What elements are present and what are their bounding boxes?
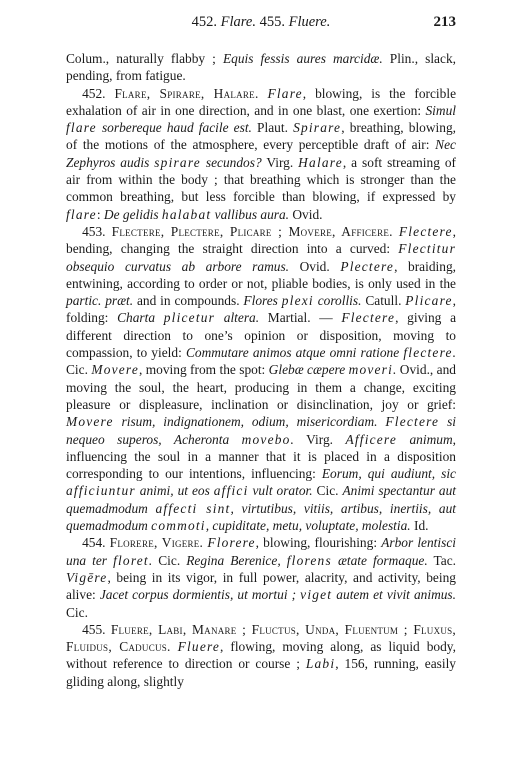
spaced-run: Spirare [293,120,342,136]
small-caps-run: Flectere, Plectere, Plicare ; Movere, Afficere. [111,223,393,239]
italic-run: . [148,552,153,568]
running-title [192,14,331,30]
italic-run: si nequeo superos, Acheronta [66,414,457,447]
italic-run: partic. præt. [66,293,134,309]
page-body [66,50,456,690]
italic-run: Jacet corpus dormientis, ut mortui ; [99,587,301,603]
text-run: Cic. [66,362,92,378]
running-title-part: Fluere. [288,14,331,30]
spaced-run: Plicare [405,293,453,309]
paragraph [66,621,456,690]
italic-run: sorbereque haud facile est. [96,120,252,136]
spaced-run: plexi [281,293,314,309]
italic-run: vult orator. [248,483,313,499]
italic-run: Regina Berenice, [186,552,287,568]
text-run [171,639,178,654]
text-run: Cic. [66,604,88,620]
spaced-run: floret [113,552,149,568]
spaced-run: Afficere [345,431,398,447]
running-title-part: Flare. [220,14,256,30]
italic-run: vallibus aura. [211,206,290,222]
small-caps-run: Fluere, Labi, Manare ; Fluctus, Unda, Fluentum ; Fluxus, Fluidus, Caducus. [66,621,456,655]
italic-run: altera. [215,310,260,326]
spaced-run: viget [300,587,333,603]
text-run: , braiding, entwining, according to order or not, pliable bodies, is only used in the [66,258,456,291]
text-run: and in compounds. [133,293,244,309]
text-run: , bending, changing the straight direction into a curved: [66,223,456,257]
spaced-run: moveri [348,362,394,378]
italic-run: Nec Zephyros audis [66,137,456,170]
spaced-run: movebo [241,431,291,447]
spaced-run: flare [66,206,97,222]
text-run: Id. [410,518,429,534]
spaced-run: florens [286,552,332,568]
text-run: Tac. [427,552,456,568]
italic-run: Equis fessis aures marcidæ. [222,51,383,66]
italic-run: ætate formaque. [331,552,428,568]
text-run: : [96,206,104,222]
italic-run: Arbor lentisci una ter [66,535,456,568]
text-run: 455. [82,621,111,637]
text-run: 452. [82,85,115,101]
text-run: , moving from the spot: [138,362,269,378]
text-run: Virg. [261,154,299,170]
italic-run: corollis. [313,293,362,309]
text-run: Plin., slack, pending, from fatigue. [66,51,456,84]
text-run: Plaut. [251,120,294,136]
italic-run: De gelidis [103,206,162,222]
italic-run: Flores [243,293,282,309]
spaced-run: spirare [154,154,201,170]
italic-run: Eorum, qui audiunt, sic [321,466,457,482]
paragraph [66,534,456,620]
italic-run: autem et vivit animus. [332,587,456,603]
text-run [259,86,268,101]
running-title-part: 452. [191,14,221,30]
italic-run: . [393,362,397,378]
italic-run: animi, ut eos [135,483,214,499]
text-run: Colum., naturally flabby ; [66,51,223,66]
spaced-run: plicetur [163,310,216,326]
spaced-run: halabat [161,206,212,222]
spaced-run: afficiuntur [66,483,136,499]
paragraph [66,223,456,534]
spaced-run: commoti [151,518,206,534]
spaced-run: Plectere [340,258,395,274]
text-run: , breathing, blowing, of the motions of the atmosphere, every perceptible draft of air: [66,120,456,153]
spaced-run: Movere [91,362,139,378]
text-run: Martial. — [259,310,342,326]
spaced-run: Flectere [341,310,396,326]
small-caps-run: Florere, Vigere. [109,535,204,551]
italic-run: Simul [425,102,456,118]
spaced-run: affecti sint [155,500,231,516]
text-run: , a soft streaming of air from within the body ; that breathing which is stronger than the common breathing, but less forcible than blowing, if expressed by [66,154,456,205]
text-run: , being in its vigor, in full power, alacrity, and activity, being alive: [66,569,456,603]
text-run: Catull. [361,293,406,309]
spaced-run: Flectitur [398,241,456,257]
spaced-run: Halare [298,154,343,170]
text-run: Cic. [312,483,343,499]
spaced-run: Flare [267,85,303,101]
running-header [66,14,456,36]
spaced-run: Fluere [177,639,221,655]
italic-run: Charta [117,310,164,326]
italic-run: secundos? [200,154,262,170]
spaced-run: affici [213,483,249,499]
italic-run: . [452,345,457,361]
italic-run: . [290,431,294,447]
italic-run: , virtutibus, vitiis, artibus, inertiis, aut quemadmodum [66,500,456,534]
page-number: 213 [433,14,456,30]
spaced-run: Vigēre [66,569,108,585]
text-run: , folding: [66,293,456,326]
text-run: Ovid. [289,258,341,274]
text-run: Cic. [152,552,187,568]
italic-run: Glebæ cæpere [268,362,349,378]
small-caps-run: Flare, Spirare, Halare. [114,85,259,101]
paragraph [66,50,456,85]
spaced-run: Flectere [385,414,440,430]
spaced-run: Labi [305,656,336,672]
text-run: 454. [82,535,110,551]
text-run: , giving a different direction to one’s opinion or disposition, moving to compassion, to yield: [66,310,457,361]
spaced-run: Movere [66,414,114,430]
text-run: Ovid. [289,206,323,222]
text-run: , 156, running, easily gliding along, slightly [66,656,456,689]
spaced-run: flectere [403,345,453,361]
italic-run: Commutare animos atque omni ratione [185,345,404,361]
italic-run: animum [397,431,453,447]
paragraph [66,85,456,223]
text-run: , influencing the soul in a manner that it is placed in a disposition corresponding to our intentions, influencing: [66,431,456,482]
running-title-part: 455. [255,14,289,30]
spaced-run: Florere [207,535,256,551]
text-run: , blowing, is the forcible exhalation of air in one direction, and in one blast, one exertion: [66,85,457,118]
spaced-run: flare [66,120,97,136]
text-run: Virg. [293,431,346,447]
italic-run: risum, indignationem, odium, misericordiam. [113,414,386,430]
italic-run: Animi spectantur aut quemadmodum [66,483,456,516]
text-run: 453. [82,223,112,239]
text-run: Ovid., and moving the soul, the heart, producing in them a change, exciting pleasure or displeasure, inclination or disinclination, joy or grief: [66,362,456,412]
italic-run: , cupiditate, metu, voluptate, molestia. [205,518,411,534]
italic-run: obsequio curvatus ab arbore ramus. [66,258,289,274]
spaced-run: Flectere [398,223,453,239]
text-run: , flowing, moving along, as liquid body, without reference to direction or course ; [66,639,456,672]
text-run: , blowing, flourishing: [255,535,382,551]
